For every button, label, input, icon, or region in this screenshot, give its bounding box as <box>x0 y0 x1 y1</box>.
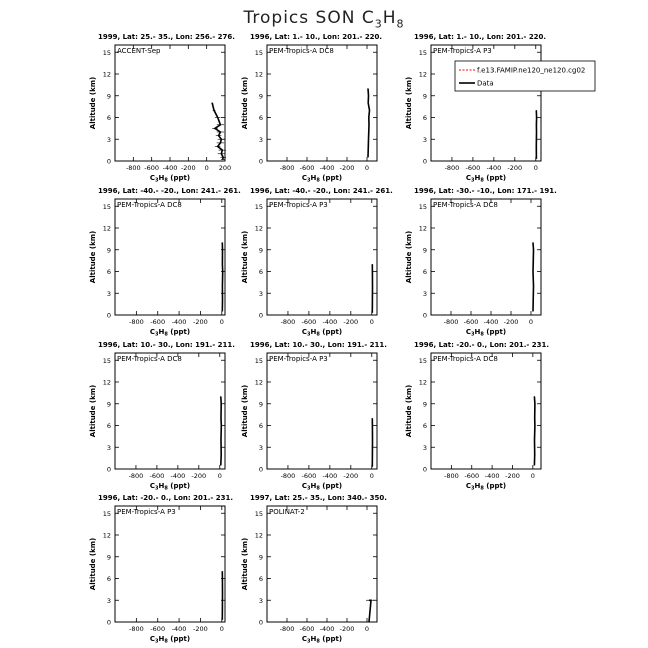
axis-title-part: 3 <box>307 485 311 492</box>
y-axis-title: Altitude (km) <box>241 384 249 438</box>
campaign-label: PEM-Tropics-A DC8 <box>433 355 498 363</box>
y-tick-label: 15 <box>102 202 111 211</box>
x-tick-label: 0 <box>364 625 370 633</box>
plot-frame <box>115 506 225 622</box>
axis-title-part: 8 <box>480 485 484 492</box>
x-tick-label: -400 <box>319 164 335 172</box>
y-tick-label: 6 <box>422 114 427 122</box>
x-tick-label: -200 <box>339 625 355 633</box>
x-tick-label: 0 <box>530 472 535 480</box>
panel-header: 1996, Lat: 10.- 30., Lon: 191.- 211. <box>250 341 387 349</box>
x-tick-label: -800 <box>443 472 459 480</box>
x-tick-label: -400 <box>170 472 186 480</box>
legend-model-label: f.e13.FAMIP.ne120_ne120.cg02 <box>477 66 586 75</box>
panel-header: 1996, Lat: 1.- 10., Lon: 201.- 220. <box>414 33 547 41</box>
y-tick-label: 3 <box>258 289 263 298</box>
axis-title-part: C <box>301 174 308 182</box>
y-tick-label: 6 <box>106 575 111 583</box>
panel-header: 1996, Lat: -20.- 0., Lon: 201.- 231. <box>414 341 549 349</box>
axis-title-part: 3 <box>307 177 311 184</box>
y-tick-label: 6 <box>422 422 427 430</box>
x-tick-label: -600 <box>149 472 165 480</box>
axis-title-part: (ppt) <box>319 635 343 643</box>
axis-title-part: C <box>465 328 472 336</box>
x-tick-label: -800 <box>280 318 296 326</box>
y-tick-label: 9 <box>422 246 427 255</box>
axis-title-part: (ppt) <box>319 174 343 182</box>
x-tick-label: -600 <box>150 625 166 633</box>
x-tick-label: -200 <box>191 472 207 480</box>
x-tick-label: -200 <box>193 318 208 326</box>
x-tick-label: -400 <box>484 472 500 480</box>
axis-title-part: (ppt) <box>483 328 507 336</box>
x-tick-label: 200 <box>218 164 232 172</box>
x-tick-label: -600 <box>299 625 315 633</box>
axis-title-part: C <box>149 174 156 182</box>
plot-frame <box>431 353 541 469</box>
y-tick-label: 6 <box>106 268 111 276</box>
panel-header: 1996, Lat: -40.- -20., Lon: 241.- 261. <box>250 187 393 195</box>
axis-title-part: (ppt) <box>319 328 343 336</box>
x-tick-label: 0 <box>369 318 374 326</box>
x-tick-label: -600 <box>299 164 315 172</box>
y-tick-label: 3 <box>422 135 427 144</box>
y-tick-label: 3 <box>422 443 427 452</box>
x-tick-label: -800 <box>444 164 460 172</box>
panel-header: 1996, Lat: 1.- 10., Lon: 201.- 220. <box>250 33 383 41</box>
y-axis-title: Altitude (km) <box>241 537 249 591</box>
y-tick-label: 15 <box>102 48 111 57</box>
axis-title-part: (ppt) <box>167 328 191 336</box>
y-tick-label: 12 <box>254 378 263 387</box>
axis-title-part: 8 <box>480 177 484 184</box>
y-axis-title: Altitude (km) <box>89 537 97 591</box>
axis-title-part: C <box>301 635 308 643</box>
x-tick-label: -800 <box>128 625 144 633</box>
x-tick-label: -200 <box>343 472 359 480</box>
y-tick-label: 12 <box>254 224 263 233</box>
y-tick-label: 12 <box>418 378 427 387</box>
x-tick-label: -800 <box>125 164 141 172</box>
y-axis-title: Altitude (km) <box>89 76 97 130</box>
y-tick-label: 0 <box>422 311 427 320</box>
y-tick-label: 0 <box>258 157 263 166</box>
x-tick-label: -600 <box>150 318 166 326</box>
x-tick-label: 0 <box>204 164 209 172</box>
panel-header: 1996, Lat: -20.- 0., Lon: 201.- 231. <box>98 494 233 502</box>
axis-title-part: C <box>465 482 472 490</box>
x-tick-label: -400 <box>322 318 338 326</box>
axis-title-part: 3 <box>155 638 159 645</box>
axis-title-part: 8 <box>164 485 168 492</box>
legend-box <box>455 61 595 91</box>
x-tick-label: 0 <box>528 318 534 326</box>
y-tick-label: 6 <box>258 268 263 276</box>
axis-title-part: H <box>158 328 165 336</box>
x-tick-label: -800 <box>128 318 144 326</box>
axis-title-part: 8 <box>164 331 168 338</box>
y-tick-label: 3 <box>258 596 263 605</box>
y-tick-label: 15 <box>254 48 263 57</box>
x-tick-label: -800 <box>280 472 296 480</box>
x-tick-label: -800 <box>279 625 295 633</box>
x-tick-label: -400 <box>162 164 178 172</box>
plot-frame <box>115 353 225 469</box>
campaign-label: PEM-Tropics-A DC8 <box>117 355 182 363</box>
x-axis-title <box>150 174 190 184</box>
y-tick-label: 9 <box>258 553 263 562</box>
x-tick-label: -600 <box>144 164 160 172</box>
y-tick-label: 9 <box>106 92 111 101</box>
x-tick-label: -200 <box>193 625 208 633</box>
axis-title-part: 3 <box>155 177 159 184</box>
y-tick-label: 9 <box>106 553 111 562</box>
axis-title-part: 3 <box>307 331 311 338</box>
axis-title-part: H <box>474 174 481 182</box>
panel-header: 1999, Lat: 25.- 35., Lon: 256.- 276. <box>98 33 235 41</box>
y-tick-label: 12 <box>254 70 263 79</box>
axis-title-part: C <box>465 174 472 182</box>
x-axis-title <box>466 482 506 492</box>
y-tick-label: 12 <box>418 70 427 79</box>
data-profile-line <box>221 397 222 466</box>
y-tick-label: 3 <box>106 289 111 298</box>
y-axis-title: Altitude (km) <box>405 76 413 130</box>
x-tick-label: -800 <box>279 164 295 172</box>
y-tick-label: 6 <box>258 575 263 583</box>
y-axis-title: Altitude (km) <box>241 76 249 130</box>
x-tick-label: -800 <box>128 472 144 480</box>
y-tick-label: 0 <box>106 465 111 474</box>
y-tick-label: 6 <box>106 422 111 430</box>
x-tick-label: -800 <box>443 318 459 326</box>
campaign-label: POLINAT-2 <box>269 508 305 516</box>
y-tick-label: 6 <box>106 114 111 122</box>
plot-frame <box>267 199 377 315</box>
x-axis-title <box>150 482 190 492</box>
y-tick-label: 0 <box>106 618 111 627</box>
x-tick-label: -200 <box>505 472 520 480</box>
panel-header: 1996, Lat: -30.- -10., Lon: 171.- 191. <box>414 187 557 195</box>
y-tick-label: 15 <box>418 48 427 57</box>
legend-data-label: Data <box>477 79 494 88</box>
x-tick-label: -400 <box>319 625 335 633</box>
axis-title-part: C <box>301 482 308 490</box>
y-tick-label: 9 <box>106 246 111 255</box>
y-tick-label: 12 <box>102 224 111 233</box>
y-axis-title: Altitude (km) <box>405 230 413 284</box>
y-tick-label: 3 <box>106 443 111 452</box>
x-tick-label: -600 <box>301 318 317 326</box>
campaign-label: PEM-Tropics-A P3 <box>269 355 328 363</box>
axis-title-part: 8 <box>316 485 320 492</box>
x-tick-label: -600 <box>463 318 479 326</box>
y-tick-label: 3 <box>258 443 263 452</box>
y-tick-label: 12 <box>254 531 263 540</box>
axis-title-part: H <box>310 174 317 182</box>
axis-title-part: (ppt) <box>167 482 191 490</box>
y-tick-label: 6 <box>422 268 427 276</box>
y-tick-label: 12 <box>102 70 111 79</box>
axis-title-part: (ppt) <box>319 482 343 490</box>
plot-frame <box>267 353 377 469</box>
axis-title-part: 3 <box>307 638 311 645</box>
x-tick-label: -200 <box>339 164 355 172</box>
panel-header: 1996, Lat: -40.- -20., Lon: 241.- 261. <box>98 187 241 195</box>
y-tick-label: 6 <box>258 422 263 430</box>
y-tick-label: 9 <box>422 92 427 101</box>
x-tick-label: 0 <box>217 472 222 480</box>
campaign-label: PEM-Tropics-A P3 <box>433 47 492 55</box>
campaign-label: PEM-Tropics-A DC8 <box>433 201 498 209</box>
y-tick-label: 9 <box>258 92 263 101</box>
y-axis-title: Altitude (km) <box>89 230 97 284</box>
y-tick-label: 0 <box>106 157 111 166</box>
axis-title-part: (ppt) <box>167 635 191 643</box>
x-axis-title <box>302 635 342 645</box>
y-tick-label: 0 <box>422 157 427 166</box>
axis-title-part: 3 <box>471 177 475 184</box>
y-tick-label: 3 <box>106 596 111 605</box>
plot-frame <box>267 506 377 622</box>
panel-header: 1996, Lat: 10.- 30., Lon: 191.- 211. <box>98 341 235 349</box>
data-profile-line <box>212 103 223 160</box>
x-tick-label: -400 <box>171 318 187 326</box>
axis-title-part: 8 <box>316 177 320 184</box>
axis-title-part: (ppt) <box>167 174 191 182</box>
campaign-label: PEM-Tropics-A DC8 <box>269 47 334 55</box>
x-axis-title <box>466 174 506 184</box>
y-tick-label: 0 <box>258 618 263 627</box>
x-tick-label: -400 <box>171 625 187 633</box>
y-tick-label: 9 <box>258 246 263 255</box>
axis-title-part: 3 <box>471 331 475 338</box>
axis-title-part: 8 <box>316 638 320 645</box>
axis-title-part: 8 <box>316 331 320 338</box>
axis-title-part: C <box>149 482 156 490</box>
figure-title: Tropics SON $C_3H_8$ <box>243 8 405 31</box>
y-tick-label: 12 <box>102 531 111 540</box>
axis-title-part: 8 <box>480 331 484 338</box>
y-axis-title: Altitude (km) <box>405 384 413 438</box>
axis-title-part: C <box>149 635 156 643</box>
y-tick-label: 12 <box>418 224 427 233</box>
y-tick-label: 0 <box>422 465 427 474</box>
campaign-label: ACCENT-Sep <box>117 47 161 55</box>
x-axis-title <box>302 174 342 184</box>
data-profile-line <box>369 600 371 622</box>
axis-title-part: H <box>158 482 165 490</box>
plot-frame <box>115 45 225 161</box>
y-tick-label: 3 <box>258 135 263 144</box>
campaign-label: PEM-Tropics-A DC8 <box>117 201 182 209</box>
campaign-label: PEM-Tropics-A P3 <box>117 508 176 516</box>
data-profile-line <box>368 89 370 158</box>
y-tick-label: 12 <box>102 378 111 387</box>
axis-title-part: 3 <box>471 485 475 492</box>
axis-title-part: H <box>310 482 317 490</box>
x-tick-label: -200 <box>503 318 519 326</box>
x-tick-label: 0 <box>364 164 370 172</box>
axis-title-part: H <box>158 635 165 643</box>
y-tick-label: 15 <box>418 202 427 211</box>
axis-title-part: 3 <box>155 485 159 492</box>
campaign-label: PEM-Tropics-A P3 <box>269 201 328 209</box>
x-axis-title <box>466 328 506 338</box>
y-tick-label: 9 <box>258 400 263 409</box>
axis-title-part: H <box>310 328 317 336</box>
panel-header: 1997, Lat: 25.- 35., Lon: 340.- 350. <box>250 494 387 502</box>
axis-title-part: H <box>158 174 165 182</box>
x-tick-label: 0 <box>219 318 224 326</box>
x-axis-title <box>150 328 190 338</box>
plot-frame <box>431 199 541 315</box>
y-tick-label: 15 <box>254 202 263 211</box>
y-tick-label: 15 <box>418 356 427 365</box>
y-tick-label: 15 <box>102 509 111 518</box>
axis-title-part: C <box>149 328 156 336</box>
y-tick-label: 0 <box>258 311 263 320</box>
x-axis-title <box>302 482 342 492</box>
data-profile-line <box>533 243 534 312</box>
axis-title-part: 8 <box>164 638 168 645</box>
y-tick-label: 0 <box>106 311 111 320</box>
data-profile-line <box>534 397 535 466</box>
y-tick-label: 3 <box>106 135 111 144</box>
x-tick-label: -600 <box>465 164 481 172</box>
y-axis-title: Altitude (km) <box>89 384 97 438</box>
y-tick-label: 0 <box>258 465 263 474</box>
x-tick-label: 0 <box>219 625 224 633</box>
axis-title-part: H <box>474 482 481 490</box>
x-tick-label: -200 <box>507 164 523 172</box>
plot-frame <box>115 199 225 315</box>
x-axis-title <box>302 328 342 338</box>
axis-title-part: 3 <box>155 331 159 338</box>
x-tick-label: -400 <box>486 164 502 172</box>
axis-title-part: H <box>310 635 317 643</box>
x-tick-label: -200 <box>180 164 196 172</box>
y-tick-label: 15 <box>102 356 111 365</box>
x-tick-label: 0 <box>533 164 538 172</box>
axis-title-part: C <box>301 328 308 336</box>
axis-title-part: (ppt) <box>483 482 507 490</box>
x-tick-label: -200 <box>343 318 359 326</box>
y-tick-label: 15 <box>254 356 263 365</box>
x-axis-title <box>150 635 190 645</box>
y-tick-label: 3 <box>422 289 427 298</box>
axis-title-part: 8 <box>164 177 168 184</box>
x-tick-label: -600 <box>301 472 317 480</box>
axis-title-part: (ppt) <box>483 174 507 182</box>
y-axis-title: Altitude (km) <box>241 230 249 284</box>
x-tick-label: -600 <box>464 472 480 480</box>
axis-title-part: H <box>474 328 481 336</box>
y-tick-label: 9 <box>106 400 111 409</box>
y-tick-label: 9 <box>422 400 427 409</box>
plot-frame <box>267 45 377 161</box>
x-tick-label: -400 <box>483 318 499 326</box>
y-tick-label: 15 <box>254 509 263 518</box>
x-tick-label: -400 <box>322 472 338 480</box>
x-tick-label: 0 <box>369 472 374 480</box>
y-tick-label: 6 <box>258 114 263 122</box>
